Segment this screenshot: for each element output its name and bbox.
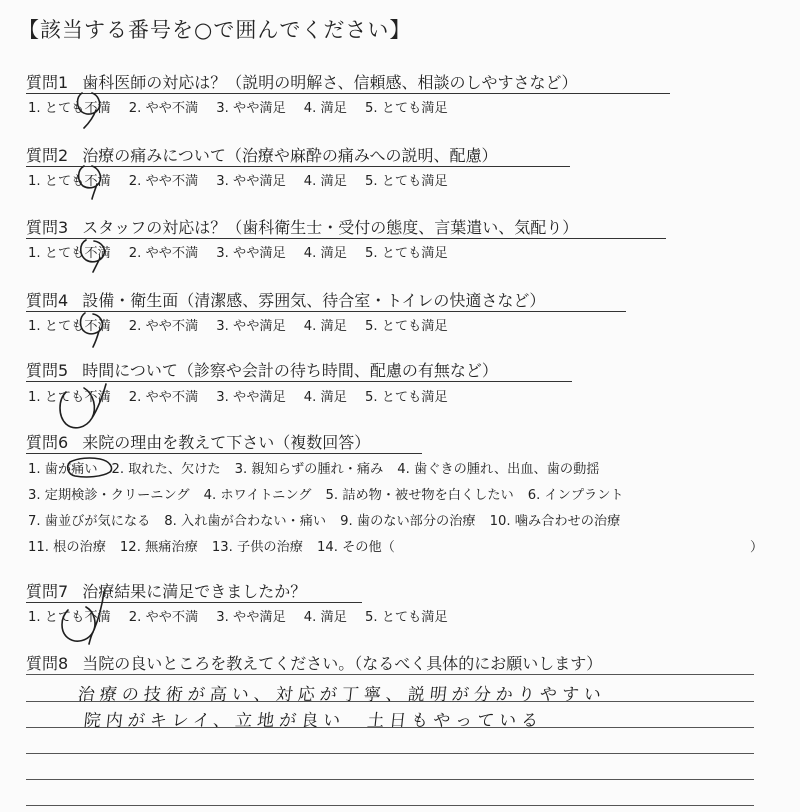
options-q6-row-2 <box>28 484 638 503</box>
options-q6-row-3 <box>28 510 634 529</box>
option-q6-3[interactable]: 3. 親知らずの腫れ・痛み <box>234 462 384 477</box>
question-underline <box>26 311 626 312</box>
options-q2 <box>28 170 466 189</box>
question-number: 質問8 <box>26 654 69 673</box>
options-q6-row-4 <box>28 536 409 555</box>
options-q3 <box>28 242 466 261</box>
option-q4-5[interactable]: 5. とても満足 <box>364 319 448 334</box>
option-q4-1[interactable]: 1. とても不満 <box>28 319 111 334</box>
option-q2-3[interactable]: 3. やや満足 <box>216 174 286 189</box>
option-q1-2[interactable]: 2. やや不満 <box>128 101 199 116</box>
option-q1-5[interactable]: 5. とても満足 <box>364 101 448 116</box>
option-q5-3[interactable]: 3. やや満足 <box>216 390 286 405</box>
option-q7-1[interactable]: 1. とても不満 <box>28 610 111 625</box>
option-q3-3[interactable]: 3. やや満足 <box>216 246 286 261</box>
question-underline <box>26 453 422 454</box>
option-q6-4[interactable]: 4. 歯ぐきの腫れ、出血、歯の動揺 <box>397 462 600 477</box>
option-q6-13[interactable]: 13. 子供の治療 <box>211 540 303 555</box>
question-text: 来院の理由を教えて下さい（複数回答） <box>82 433 371 452</box>
question-6 <box>26 430 370 453</box>
option-q1-1[interactable]: 1. とても不満 <box>28 101 111 116</box>
question-text: 時間について（診察や会計の待ち時間、配慮の有無など） <box>82 361 498 380</box>
option-q7-2[interactable]: 2. やや不満 <box>128 610 199 625</box>
question-underline <box>26 93 670 94</box>
option-q6-9[interactable]: 9. 歯のない部分の治療 <box>340 514 476 529</box>
answer-line <box>26 753 754 754</box>
answer-line <box>26 779 754 780</box>
option-q1-3[interactable]: 3. やや満足 <box>216 101 286 116</box>
question-number: 質問7 <box>26 582 69 601</box>
option-q6-white-filling[interactable]: 5. 詰め物・被せ物を白くしたい <box>325 488 514 503</box>
question-7 <box>26 579 306 602</box>
option-q3-5[interactable]: 5. とても満足 <box>364 246 448 261</box>
option-q2-4[interactable]: 4. 満足 <box>303 174 347 189</box>
question-5 <box>26 358 498 381</box>
option-q5-5[interactable]: 5. とても満足 <box>364 390 448 405</box>
question-text: 治療結果に満足できましたか？ <box>82 582 307 601</box>
question-number: 質問1 <box>26 73 69 92</box>
option-q6-7[interactable]: 7. 歯並びが気になる <box>28 514 151 529</box>
selection-circle-q7-tail <box>89 632 93 644</box>
question-underline <box>26 602 362 603</box>
option-q6-implant[interactable]: 6. インプラント <box>527 488 624 503</box>
option-q7-3[interactable]: 3. やや満足 <box>216 610 286 625</box>
page-title: 【該当する番号を○で囲んでください】 <box>18 18 412 42</box>
question-number: 質問4 <box>26 291 69 310</box>
option-q6-2[interactable]: 2. 取れた、欠けた <box>111 462 221 477</box>
option-q6-11[interactable]: 11. 根の治療 <box>28 540 106 555</box>
option-q7-5[interactable]: 5. とても満足 <box>364 610 448 625</box>
question-text: 治療の痛みについて（治療や麻酔の痛みへの説明、配慮） <box>82 146 498 165</box>
answer-line <box>26 674 754 675</box>
question-underline <box>26 166 570 167</box>
option-q6-14[interactable]: 14. その他（ <box>316 540 395 555</box>
option-q6-12[interactable]: 12. 無痛治療 <box>119 540 198 555</box>
option-q4-2[interactable]: 2. やや不満 <box>128 319 199 334</box>
option-q6-10[interactable]: 10. 噛み合わせの治療 <box>489 514 621 529</box>
question-text: 設備・衛生面（清潔感、雰囲気、待合室・トイレの快適さなど） <box>82 291 546 310</box>
option-q3-2[interactable]: 2. やや不満 <box>128 246 199 261</box>
question-1 <box>26 70 578 93</box>
options-q5 <box>28 386 466 405</box>
option-q5-1[interactable]: 1. とても不満 <box>28 390 111 405</box>
option-q6-checkup[interactable]: 3. 定期検診・クリーニング <box>28 488 190 503</box>
question-2 <box>26 143 498 166</box>
question-number: 質問6 <box>26 433 69 452</box>
question-number: 質問2 <box>26 146 69 165</box>
answer-line <box>26 805 754 806</box>
option-q6-1[interactable]: 1. 歯が痛い <box>28 462 98 477</box>
option-q2-5[interactable]: 5. とても満足 <box>364 174 448 189</box>
option-q5-2[interactable]: 2. やや不満 <box>128 390 199 405</box>
option-q3-4[interactable]: 4. 満足 <box>303 246 347 261</box>
handwritten-answer-line-2: 院内がキレイ、立地が良い 土日もやっている <box>82 711 545 731</box>
option-q6-8[interactable]: 8. 入れ歯が合わない・痛い <box>164 514 327 529</box>
options-q6-row-1 <box>28 458 613 477</box>
options-q7 <box>28 606 466 625</box>
question-text: 歯科医師の対応は？（説明の明解さ、信頼感、相談のしやすさなど） <box>82 73 578 92</box>
handwritten-answer-line-1: 治療の技術が高い、対応が丁寧、説明が分かりやすい <box>76 685 607 705</box>
options-q1 <box>28 97 466 116</box>
answer-line <box>26 727 754 728</box>
option-q2-1[interactable]: 1. とても不満 <box>28 174 111 189</box>
option-q2-2[interactable]: 2. やや不満 <box>128 174 199 189</box>
question-3 <box>26 215 578 238</box>
option-q1-4[interactable]: 4. 満足 <box>303 101 347 116</box>
answer-line <box>26 701 754 702</box>
option-q4-3[interactable]: 3. やや満足 <box>216 319 286 334</box>
options-q4 <box>28 315 466 334</box>
question-number: 質問5 <box>26 361 69 380</box>
question-text: スタッフの対応は？（歯科衛生士・受付の態度、言葉遣い、気配り） <box>82 218 579 237</box>
option-q3-1[interactable]: 1. とても不満 <box>28 246 111 261</box>
question-text: 当院の良いところを教えてください。（なるべく具体的にお願いします） <box>82 654 603 673</box>
question-underline <box>26 238 666 239</box>
question-number: 質問3 <box>26 218 69 237</box>
option-q5-4[interactable]: 4. 満足 <box>303 390 347 405</box>
other-close-paren: ） <box>750 540 764 555</box>
question-4 <box>26 288 545 311</box>
question-underline <box>26 381 572 382</box>
question-8 <box>26 651 602 674</box>
option-q6-whitening[interactable]: 4. ホワイトニング <box>203 488 312 503</box>
option-q4-4[interactable]: 4. 満足 <box>303 319 347 334</box>
option-q7-4[interactable]: 4. 満足 <box>303 610 347 625</box>
